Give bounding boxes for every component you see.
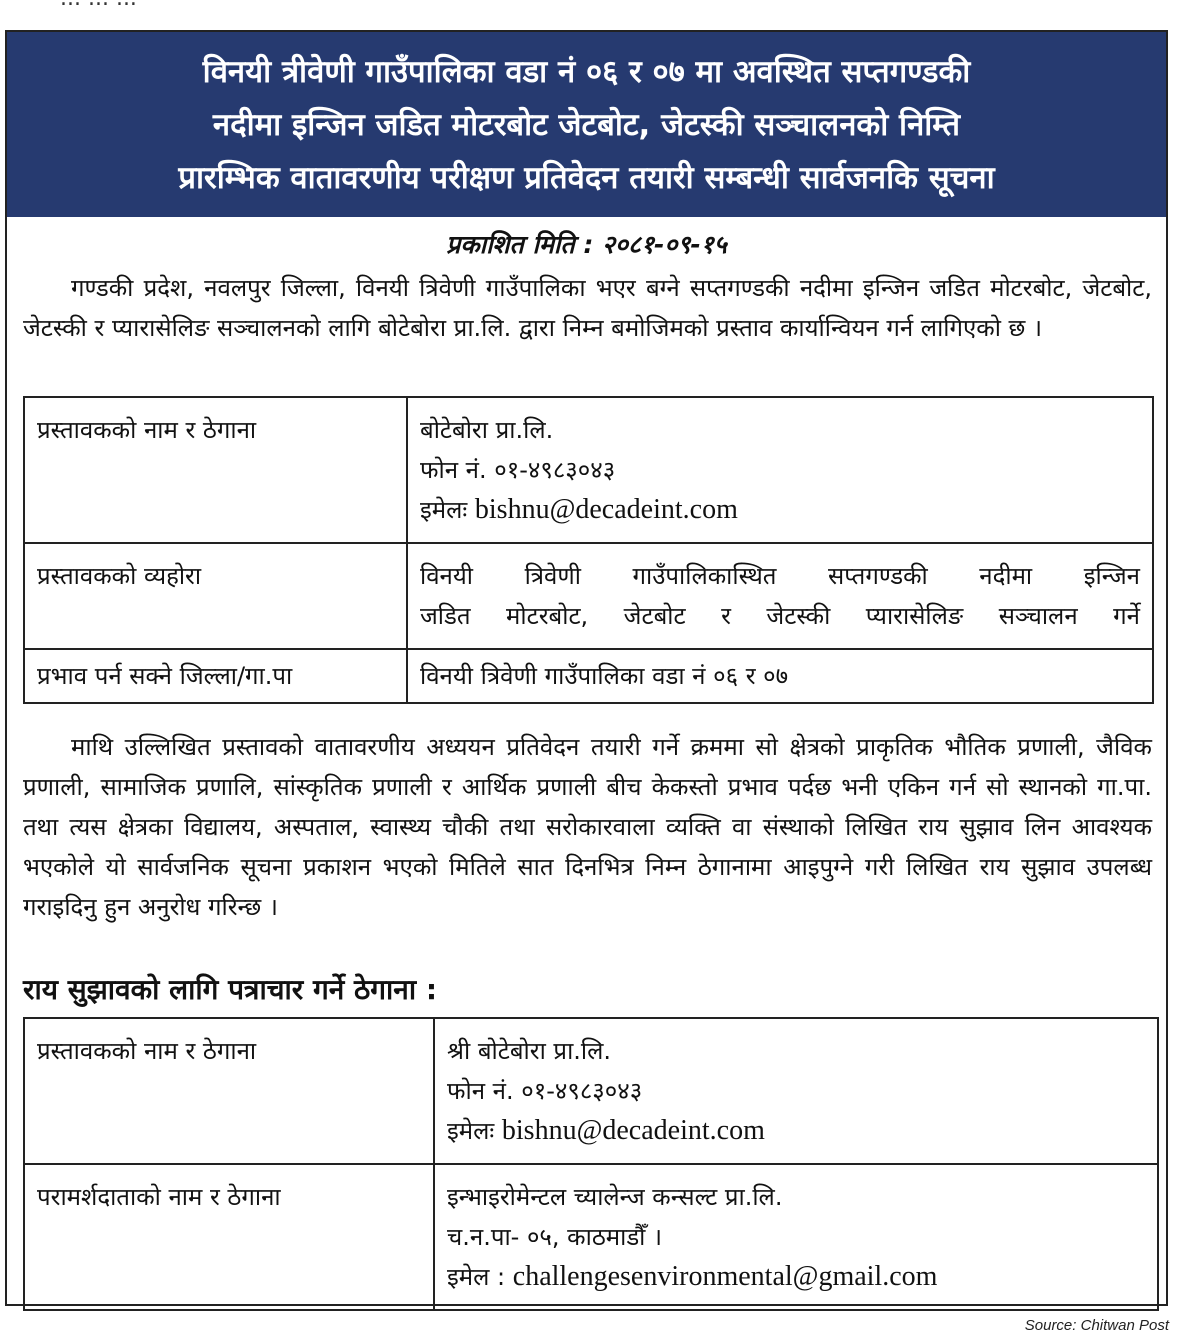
value-line: श्री बोटेबोरा प्रा.लि. (447, 1037, 612, 1065)
table-row (24, 1164, 1158, 1310)
notice-frame (5, 30, 1168, 1306)
correspondence-table (23, 1017, 1159, 1311)
row-key: प्रस्तावकको नाम र ठेगाना (24, 397, 407, 543)
value-line: जडित मोटरबोट, जेटबोट र जेटस्की प्यारासेलिङ सञ्चालन गर्ने (420, 602, 1140, 630)
value-line: च.न.पा- ०५, काठमाडौँ । (447, 1223, 663, 1251)
value-line: फोन नं. ०१-४९८३०४३ (447, 1077, 643, 1105)
notice-title-banner (7, 32, 1166, 217)
row-value (407, 397, 1153, 543)
row-value (434, 1164, 1158, 1310)
email-line (447, 1111, 1145, 1151)
value-line: फोन नं. ०१-४९८३०४३ (420, 456, 616, 484)
cropped-text-strip (60, 0, 137, 11)
table-row (24, 397, 1153, 543)
row-key: प्रस्तावकको नाम र ठेगाना (24, 1018, 434, 1164)
title-line: नदीमा इन्जिन जडित मोटरबोट जेटबोट, जेटस्की सञ्चालनको निम्ति (212, 107, 961, 143)
row-value: विनयी त्रिवेणी गाउँपालिका वडा नं ०६ र ०७ (407, 649, 1153, 703)
email-address: bishnu@decadeint.com (501, 1115, 765, 1146)
email-label: इमेलः (420, 496, 468, 524)
value-line: बोटेबोरा प्रा.लि. (420, 416, 554, 444)
title-line: प्रारम्भिक वातावरणीय परीक्षण प्रतिवेदन तयारी सम्बन्धी सार्वजनकि सूचना (178, 160, 995, 196)
value-line: विनयी त्रिवेणी गाउँपालिकास्थित सप्तगण्डकी नदीमा इन्जिन (420, 562, 1140, 590)
row-value (434, 1018, 1158, 1164)
row-value (407, 543, 1153, 649)
value-line: इन्भाइरोमेन्टल च्यालेन्ज कन्सल्ट प्रा.लि. (447, 1183, 783, 1211)
body-paragraph: माथि उल्लिखित प्रस्तावको वातावरणीय अध्ययन प्रतिवेदन तयारी गर्ने क्रममा सो क्षेत्रको प्राकृतिक भौतिक प्रणाली, जैविक प्रणाली, सामाजिक प्रणालि, सांस्कृतिक प्रणाली र आर्थिक प्रणाली बीच केकस्तो प्रभाव पर्दछ भनी एकिन गर्न सो स्थानको गा.पा. तथा त्यस क्षेत्रका विद्यालय, अस्पताल, स्वास्थ्य चौकी तथा सरोकारवाला व्यक्ति वा संस्थाको लिखित राय सुझाव लिन आवश्यक भएकोले यो सार्वजनिक सूचना प्रकाशन भएको मितिले सात दिनभित्र निम्न ठेगानामा आइपुग्ने गरी लिखित राय सुझाव उपलब्ध गराइदिनु हुन अनुरोध गरिन्छ । (23, 733, 1152, 921)
row-key: परामर्शदाताको नाम र ठेगाना (24, 1164, 434, 1310)
table-row (24, 1018, 1158, 1164)
row-key: प्रभाव पर्न सक्ने जिल्ला/गा.पा (24, 649, 407, 703)
intro-paragraph: गण्डकी प्रदेश, नवलपुर जिल्ला, विनयी त्रिवेणी गाउँपालिका भएर बग्ने सप्तगण्डकी नदीमा इन्जिन जडित मोटरबोट, जेटबोट, जेटस्की र प्यारासेलिङ सञ्चालनको लागि बोटेबोरा प्रा.लि. द्वारा निम्न बमोजिमको प्रस्ताव कार्यान्वियन गर्न लागिएको छ । (23, 274, 1152, 342)
table-row (24, 543, 1153, 649)
email-line (420, 490, 1140, 530)
email-label: इमेल : (447, 1263, 506, 1291)
proposal-table (23, 396, 1154, 704)
publish-date: प्रकाशित मिति : २०८१-०९-१५ (446, 230, 727, 259)
correspondence-heading: राय सुझावको लागि पत्राचार गर्ने ठेगाना : (23, 973, 438, 1006)
source-credit: Source: Chitwan Post (1024, 1317, 1169, 1334)
title-line: विनयी त्रीवेणी गाउँपालिका वडा नं ०६ र ०७ मा अवस्थित सप्तगण्डकी (202, 54, 971, 90)
email-address: challengesenvironmental@gmail.com (512, 1261, 938, 1292)
email-label: इमेलः (447, 1117, 495, 1145)
row-key: प्रस्तावकको व्यहोरा (24, 543, 407, 649)
email-address: bishnu@decadeint.com (474, 494, 738, 525)
email-line (447, 1257, 1145, 1297)
table-row (24, 649, 1153, 703)
